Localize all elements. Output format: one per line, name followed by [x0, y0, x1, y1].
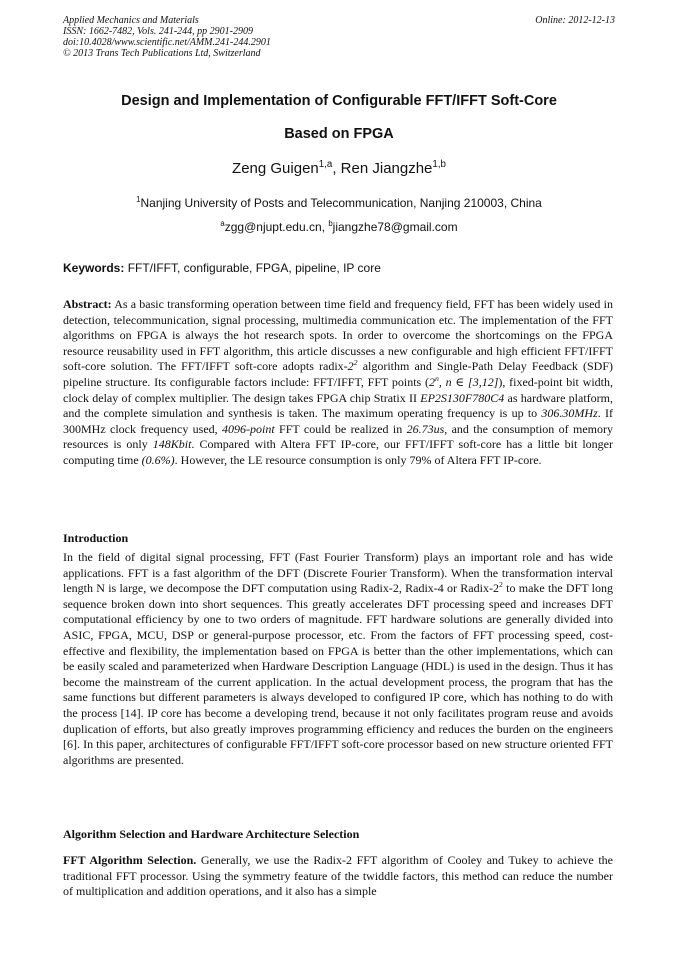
fft-points: 4096-point — [222, 421, 275, 436]
algorithm-section-heading: Algorithm Selection and Hardware Architecture Selection — [63, 827, 360, 841]
radix-base: 2 — [347, 359, 354, 374]
doi-line: doi:10.4028/www.scientific.net/AMM.241-244.2901 — [63, 37, 271, 48]
journal-header — [63, 15, 615, 59]
paper-title-line-1: Design and Implementation of Configurable FFT/IFFT Soft-Core — [121, 93, 557, 109]
author-list — [63, 160, 615, 177]
abstract-paragraph — [63, 297, 613, 469]
email-a-sup: a — [220, 219, 225, 228]
introduction-paragraph — [63, 550, 613, 768]
issn-line: ISSN: 1662-7482, Vols. 241-244, pp 2901-2909 — [63, 26, 253, 37]
journal-name: Applied Mechanics and Materials — [63, 15, 199, 26]
abstract-text-1: As a basic transforming operation between time field and frequency field, FFT has been widely used in detection, telecommunication, signal processing, multimedia communication etc. The implementation of the FFT algorithms on FPGA is always the hot research spots. In order to overcome the shortcomings on the FPGA resource reusability used in FFT algorithm, this article discusses a new configurable and high efficient FFT/IFFT soft-core solution. The FFT/IFFT soft-core adopts radix- — [63, 297, 613, 374]
abstract-text-3: ), fixed-point bit width, clock delay of complex multiplier. The design takes FPGA chip Stratix II — [63, 374, 613, 405]
compute-time: 26.73us — [406, 421, 445, 436]
fft-algorithm-paragraph — [63, 853, 613, 900]
intro-text-1: In the field of digital signal processing, FFT (Fast Fourier Transform) plays an important role and has wide applications. FFT is a fast algorithm of the DFT (Discrete Fourier Transform). When the transformation interval length N is large, we decompose the DFT computation using Radix-2, Radix-4 or Radix-2 — [63, 550, 613, 596]
abstract-text-4: as hardware platform, and the complete simulation and synthesis is taken. The maximum operating frequency is up to — [63, 390, 614, 421]
radix-exp: 2 — [353, 358, 358, 368]
author-emails — [63, 220, 615, 234]
abstract-text-7: , and the consumption of memory resources is only — [63, 421, 613, 452]
points-base: 2 — [428, 374, 435, 389]
fft-algorithm-label: FFT Algorithm Selection. — [63, 853, 197, 867]
intro-radix-sup: 2 — [498, 580, 503, 590]
points-math — [429, 375, 498, 389]
max-frequency: 306.30MHz — [541, 406, 598, 421]
fft-algorithm-text: Generally, we use the Radix-2 FFT algorithm of Cooley and Tukey to achieve the traditional FFT processor. Using the symmetry feature of the twiddle factors, this method can reduce the number of multiplication and addition operations, and it also has a simple — [63, 853, 613, 899]
abstract-text-9: . However, the LE resource consumption is only 79% of Altera FFT IP-core. — [174, 452, 542, 467]
author-2-affil: 1,b — [432, 159, 446, 170]
chip-name: EP2S130F780C4 — [420, 390, 505, 405]
keywords-label: Keywords: — [63, 261, 125, 275]
affiliation — [63, 196, 615, 210]
abstract-text-5: . If 300MHz clock frequency used, — [63, 406, 613, 436]
abstract-label: Abstract: — [63, 297, 112, 311]
points-exp: n — [434, 373, 439, 383]
paper-title-line-2: Based on FPGA — [284, 126, 394, 142]
keywords-text: FFT/IFFT, configurable, FPGA, pipeline, IP core — [124, 261, 381, 275]
abstract-text-2: algorithm and Single-Path Delay Feedback (SDF) pipeline structure. Its configurable factors include: FFT/IFFT, FFT points ( — [63, 359, 613, 389]
email-b-sup: b — [328, 219, 333, 228]
author-2: Ren Jiangzhe — [340, 160, 433, 177]
author-separator: , — [332, 160, 341, 177]
online-date: Online: 2012-12-13 — [535, 15, 615, 26]
email-b: jiangzhe78@gmail.com — [332, 220, 458, 234]
abstract-text-6: FFT could be realized in — [274, 421, 407, 436]
points-range: , n ∈ [3,12] — [438, 374, 499, 389]
copyright-line: © 2013 Trans Tech Publications Ltd, Switzerland — [63, 48, 261, 59]
affiliation-sup: 1 — [136, 195, 141, 204]
introduction-heading: Introduction — [63, 531, 129, 545]
abstract-text-8: . Compared with Altera FFT IP-core, our FFT/IFFT soft-core has a little bit longer computing time — [63, 437, 613, 467]
email-a: zgg@njupt.edu.cn, — [224, 220, 329, 234]
radix-math — [348, 359, 358, 373]
author-1: Zeng Guigen — [232, 160, 319, 177]
intro-text-2: to make the DFT long sequence broken down into short sequences. This greatly accelerates DFT processing speed and increases DFT computational efficiency by one to two orders of magnitude. FFT hardware solutions are generally divided into ASIC, FPGA, MCU, DSP or general-purpose processor, etc. From the factors of FFT processing speed, cost-effective and flexibility, the implementation based on FPGA is better than the other implementations, which can be easily scaled and parameterized when Hardware Description Language (HDL) is used in the design. Thus it has become the mainstream of the current application. In the actual development process, the program that has the same functions but different parameters is always developed to configured IP core, which has nothing to do with the process [14]. IP core has become a developing trend, because it not only facilitates program reuse and avoids duplication of efforts, but also greatly improves programming efficiency and reduces the burden on the engineers [6]. In this paper, architectures of configurable FFT/IFFT soft-core processor based on new structure oriented FFT algorithms are presented. — [63, 581, 613, 767]
affiliation-text: Nanjing University of Posts and Telecommunication, Nanjing 210003, China — [140, 196, 542, 210]
author-1-affil: 1,a — [318, 159, 333, 170]
keywords — [63, 261, 615, 275]
memory-usage: 148Kbit — [152, 437, 192, 452]
time-percent: (0.6%) — [141, 452, 175, 467]
